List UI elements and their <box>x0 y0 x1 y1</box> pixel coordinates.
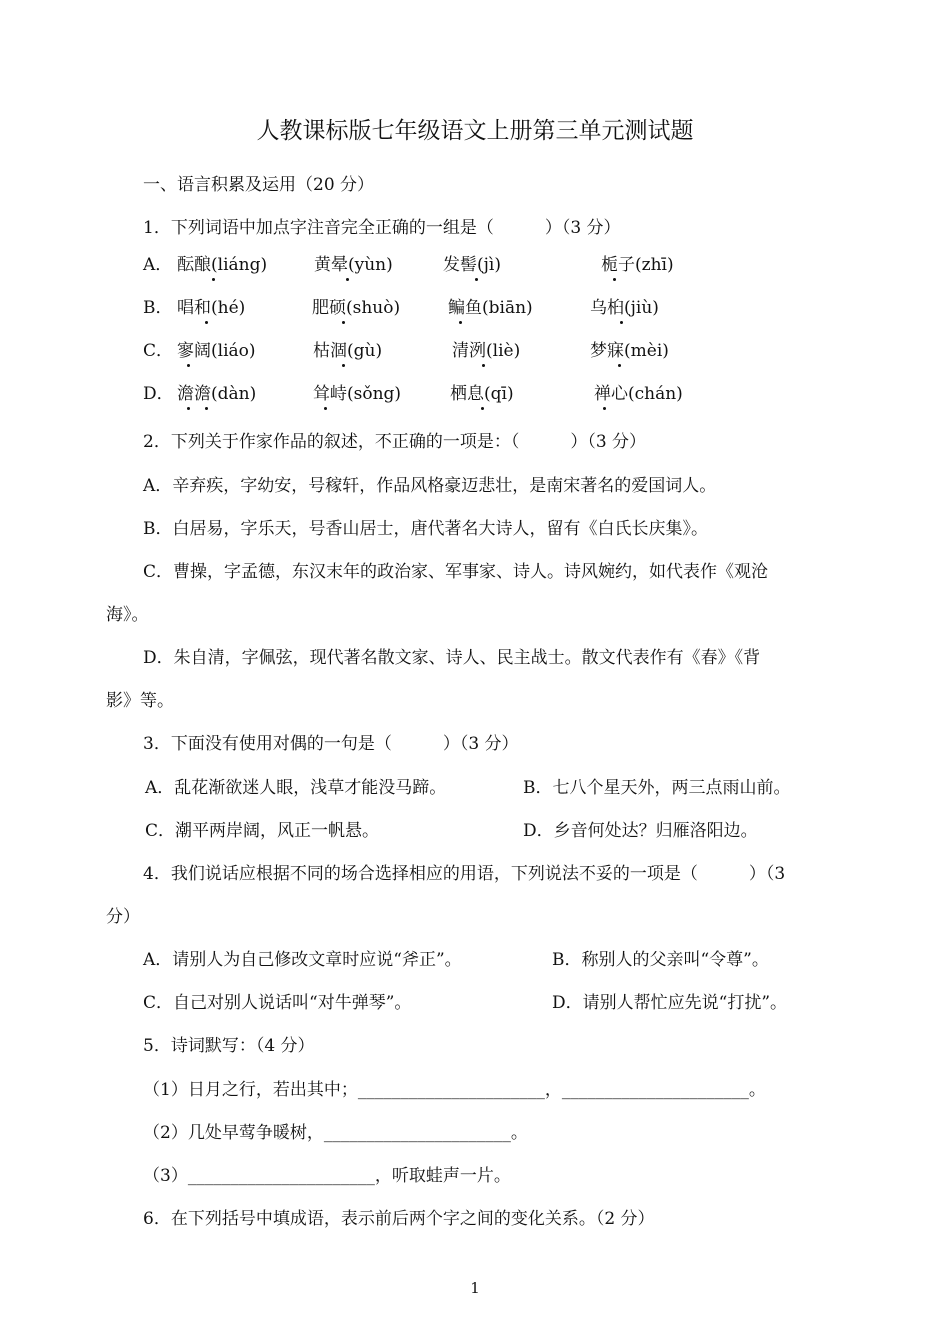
q5-fill-line-3: （3）______________________，听取蛙声一片。 <box>143 1166 511 1186</box>
q1-option-d-label: D． <box>143 384 174 404</box>
q1-option-a-label: A． <box>143 255 173 275</box>
q1-option-c-word-4: 梦寐(mèi) <box>590 341 669 361</box>
emphasis-dot <box>205 321 208 324</box>
q1-option-a-word-3: 发髻(jì) <box>443 255 501 275</box>
q2-option-b: B．白居易，字乐天，号香山居士，唐代著名大诗人，留有《白氏长庆集》。 <box>143 519 708 539</box>
q1-option-d-word-3: 栖息(qī) <box>450 384 514 404</box>
q1-option-a-word-4: 栀子(zhī) <box>601 255 674 275</box>
emphasis-dot <box>618 364 621 367</box>
emphasis-dot <box>342 364 345 367</box>
q1-option-b-word-4: 乌桕(jiù) <box>590 298 659 318</box>
emphasis-dot <box>613 278 616 281</box>
q1-option-a-word-1: 酝酿(liáng) <box>177 255 268 275</box>
emphasis-dot <box>482 364 485 367</box>
page-title: 人教课标版七年级语文上册第三单元测试题 <box>256 118 694 144</box>
question-2-stem: 2．下列关于作家作品的叙述，不正确的一项是：（ ）（3 分） <box>143 432 647 452</box>
emphasis-dot <box>205 407 208 410</box>
q2-option-d-line-2: 影》等。 <box>106 691 174 711</box>
question-1-stem: 1．下列词语中加点字注音完全正确的一组是（ ）（3 分） <box>143 218 621 238</box>
q1-option-b-word-2: 肥硕(shuò) <box>312 298 401 318</box>
emphasis-dot <box>324 407 327 410</box>
q1-option-d-word-1: 澹澹(dàn) <box>177 384 257 404</box>
emphasis-dot <box>187 364 190 367</box>
emphasis-dot <box>346 278 349 281</box>
emphasis-dot <box>187 407 190 410</box>
q1-option-b-word-1: 唱和(hé) <box>177 298 246 318</box>
q1-option-d-word-4: 禅心(chán) <box>594 384 683 404</box>
q2-option-a: A．辛弃疾，字幼安，号稼轩，作品风格豪迈悲壮，是南宋著名的爱国词人。 <box>143 476 717 496</box>
question-4-stem-line-2: 分） <box>106 907 140 927</box>
q2-option-c-line-2: 海》。 <box>106 605 149 625</box>
question-4-stem-line-1: 4．我们说话应根据不同的场合选择相应的用语，下列说法不妥的一项是（ ）（3 <box>143 864 786 884</box>
emphasis-dot <box>475 278 478 281</box>
q4-option-d: D．请别人帮忙应先说“打扰”。 <box>552 993 788 1013</box>
emphasis-dot <box>459 321 462 324</box>
q1-option-c-word-2: 枯涸(gù) <box>313 341 383 361</box>
q5-fill-line-2: （2）几处早莺争暖树，______________________。 <box>143 1123 528 1143</box>
emphasis-dot <box>212 278 215 281</box>
emphasis-dot <box>481 407 484 410</box>
q3-option-d: D．乡音何处达？归雁洛阳边。 <box>523 821 758 841</box>
q1-option-c-label: C． <box>143 341 174 361</box>
q5-fill-line-1: （1）日月之行，若出其中；______________________，______________________。 <box>143 1080 766 1100</box>
q3-option-c: C．潮平两岸阔，风正一帆悬。 <box>145 821 380 841</box>
emphasis-dot <box>342 321 345 324</box>
section-heading: 一、语言积累及运用（20 分） <box>143 175 375 195</box>
q4-option-a: A．请别人为自己修改文章时应说“斧正”。 <box>143 950 462 970</box>
question-5-stem: 5．诗词默写：（4 分） <box>143 1036 315 1056</box>
q4-option-b: B．称别人的父亲叫“令尊”。 <box>552 950 769 970</box>
q3-option-a: A．乱花渐欲迷人眼，浅草才能没马蹄。 <box>145 778 447 798</box>
q1-option-b-word-3: 鳊鱼(biān) <box>448 298 533 318</box>
question-6-stem: 6．在下列括号中填成语，表示前后两个字之间的变化关系。（2 分） <box>143 1209 655 1229</box>
q1-option-c-word-1: 寥阔(liáo) <box>177 341 256 361</box>
q2-option-d-line-1: D．朱自清，字佩弦，现代著名散文家、诗人、民主战士。散文代表作有《春》《背 <box>143 648 761 668</box>
emphasis-dot <box>620 321 623 324</box>
emphasis-dot <box>603 407 606 410</box>
page-number: 1 <box>470 1279 480 1297</box>
q1-option-a-word-2: 黄晕(yùn) <box>314 255 393 275</box>
q1-option-b-label: B． <box>143 298 173 318</box>
q1-option-c-word-3: 清洌(liè) <box>452 341 521 361</box>
q4-option-c: C．自己对别人说话叫“对牛弹琴”。 <box>143 993 412 1013</box>
q1-option-d-word-2: 耸峙(sǒng) <box>313 384 402 404</box>
q3-option-b: B．七八个星天外，两三点雨山前。 <box>523 778 791 798</box>
q2-option-c-line-1: C．曹操，字孟德，东汉末年的政治家、军事家、诗人。诗风婉约，如代表作《观沧 <box>143 562 769 582</box>
question-3-stem: 3．下面没有使用对偶的一句是（ ）（3 分） <box>143 734 519 754</box>
